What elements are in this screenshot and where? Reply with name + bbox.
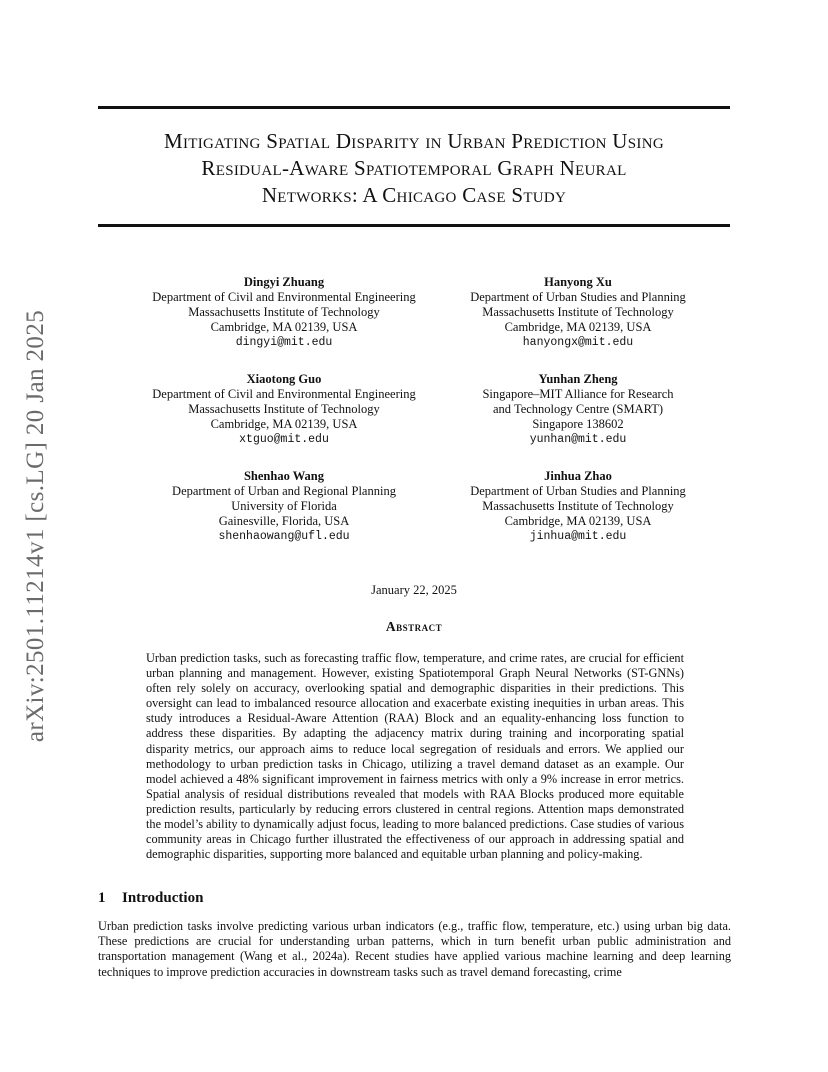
author-block [432, 275, 724, 350]
author-name: Hanyong Xu [544, 275, 612, 289]
author-affiliation: Gainesville, Florida, USA [218, 514, 350, 528]
paper-date: January 22, 2025 [371, 583, 457, 597]
author-affiliation: Department of Civil and Environmental Engineering [152, 387, 416, 401]
author-email[interactable]: hanyongx@mit.edu [522, 336, 634, 349]
author-block [432, 372, 724, 447]
author-block [110, 469, 458, 544]
title-rule-top [98, 106, 730, 109]
author-email[interactable]: dingyi@mit.edu [235, 336, 333, 349]
author-email[interactable]: xtguo@mit.edu [239, 433, 329, 446]
abstract-body: Urban prediction tasks, such as forecasting traffic flow, temperature, and crime rates, are crucial for efficient urban planning and management. However, existing Spatiotemporal Graph Neural Networks (ST-GNNs) often rely solely on accuracy, overlooking spatial and demographic disparities in their predictions. This oversight can lead to imbalanced resource allocation and exacerbate existing inequities in urban areas. This study introduces a Residual-Aware Attention (RAA) Block and an equality-enhancing loss function to address these disparities. By adapting the adjacency matrix during training and incorporating spatial disparity metrics, our approach aims to reduce local segregation of residuals and errors. We applied our methodology to urban prediction tasks in Chicago, utilizing a travel demand dataset as an example. Our model achieved a 48% significant improvement in fairness metrics with only a 9% increase in error metrics. Spatial analysis of residual distributions revealed that models with RAA Blocks produced more equitable prediction results, particularly by reducing errors clustered in central regions. Attention maps demonstrated the model’s ability to dynamically adjust focus, leading to more balanced predictions. Case studies of various community areas in Chicago further illustrated the effectiveness of our approach in addressing spatial and demographic disparities, supporting more balanced and equitable urban planning and policy-making. [146, 651, 684, 862]
title-line: Mitigating Spatial Disparity in Urban Prediction Using [164, 129, 664, 153]
intro-paragraph: Urban prediction tasks involve predicting various urban indicators (e.g., traffic flow, temperature, etc.) using urban big data. These predictions are crucial for understanding urban patterns, which in turn benefit urban public administration and transportation management (Wang et al., 2024a). Recent studies have applied various machine learning and deep learning techniques to improve prediction accuracies in downstream tasks such as travel demand forecasting, crime [98, 919, 731, 979]
author-block [110, 275, 458, 350]
author-email[interactable]: jinhua@mit.edu [529, 530, 627, 543]
author-name: Jinhua Zhao [544, 469, 612, 483]
author-affiliation: Cambridge, MA 02139, USA [210, 320, 358, 334]
author-affiliation: Cambridge, MA 02139, USA [504, 320, 652, 334]
author-name: Shenhao Wang [243, 469, 325, 483]
author-affiliation: Singapore–MIT Alliance for Research [482, 387, 674, 401]
author-affiliation: Cambridge, MA 02139, USA [504, 514, 652, 528]
author-affiliation: University of Florida [231, 499, 337, 513]
author-name: Xiaotong Guo [246, 372, 322, 386]
author-affiliation: Massachusetts Institute of Technology [188, 402, 380, 416]
title-line: Residual-Aware Spatiotemporal Graph Neural [201, 156, 627, 180]
author-block [432, 469, 724, 544]
author-name: Dingyi Zhuang [243, 275, 325, 289]
author-email[interactable]: shenhaowang@ufl.edu [218, 530, 350, 543]
author-block [110, 372, 458, 447]
author-affiliation: Department of Civil and Environmental Engineering [152, 290, 416, 304]
author-affiliation: Singapore 138602 [532, 417, 624, 431]
author-affiliation: Cambridge, MA 02139, USA [210, 417, 358, 431]
author-name: Yunhan Zheng [538, 372, 618, 386]
abstract-heading: Abstract [385, 619, 443, 634]
section-title: Introduction [122, 890, 204, 906]
section-number: 1 [98, 890, 106, 906]
author-affiliation: Massachusetts Institute of Technology [482, 499, 674, 513]
paper-title [98, 128, 730, 209]
author-affiliation: Massachusetts Institute of Technology [188, 305, 380, 319]
author-email[interactable]: yunhan@mit.edu [529, 433, 627, 446]
section-heading [98, 890, 203, 907]
author-affiliation: Department of Urban and Regional Planning [172, 484, 396, 498]
author-affiliation: Department of Urban Studies and Planning [470, 484, 686, 498]
author-affiliation: Massachusetts Institute of Technology [482, 305, 674, 319]
author-affiliation: Department of Urban Studies and Planning [470, 290, 686, 304]
author-affiliation: and Technology Centre (SMART) [493, 402, 663, 416]
title-rule-bottom [98, 224, 730, 227]
title-line: Networks: A Chicago Case Study [261, 183, 567, 207]
arxiv-stamp-text: arXiv:2501.11214v1 [cs.LG] 20 Jan 2025 [22, 309, 49, 743]
